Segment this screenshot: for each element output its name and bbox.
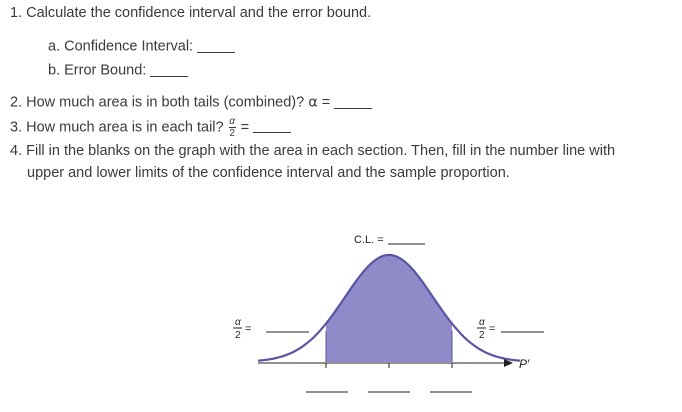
right-tail-equals: = xyxy=(489,323,496,335)
fraction-denominator: 2 xyxy=(229,128,235,139)
question-4-text-1: 4. Fill in the blanks on the graph with the area in each section. Then, fill in the number line with xyxy=(10,143,616,159)
left-tail-two: 2 xyxy=(235,330,241,341)
confidence-interval-label: a. Confidence Interval: xyxy=(48,38,194,55)
right-tail-two: 2 xyxy=(479,330,485,341)
left-tail-alpha: α xyxy=(235,317,241,328)
confidence-region-shading xyxy=(326,255,452,362)
right-tail-alpha: α xyxy=(479,317,485,328)
question-1-text: 1. Calculate the confidence interval and the error bound. xyxy=(10,5,372,21)
alpha-symbol: α xyxy=(308,94,318,111)
question-4-text-2: upper and lower limits of the confidence interval and the sample proportion. xyxy=(27,165,510,181)
equals-sign: = xyxy=(321,94,331,111)
confidence-level-label: C.L. = xyxy=(354,234,384,246)
question-2-text: 2. How much area is in both tails (combined)? xyxy=(10,94,305,111)
left-tail-equals: = xyxy=(245,323,252,335)
question-3-text: 3. How much area is in each tail? xyxy=(10,119,224,136)
fraction-numerator: α xyxy=(229,116,235,127)
error-bound-label: b. Error Bound: xyxy=(48,62,147,79)
axis-label: P′ xyxy=(519,357,530,371)
equals-sign: = xyxy=(240,119,250,136)
